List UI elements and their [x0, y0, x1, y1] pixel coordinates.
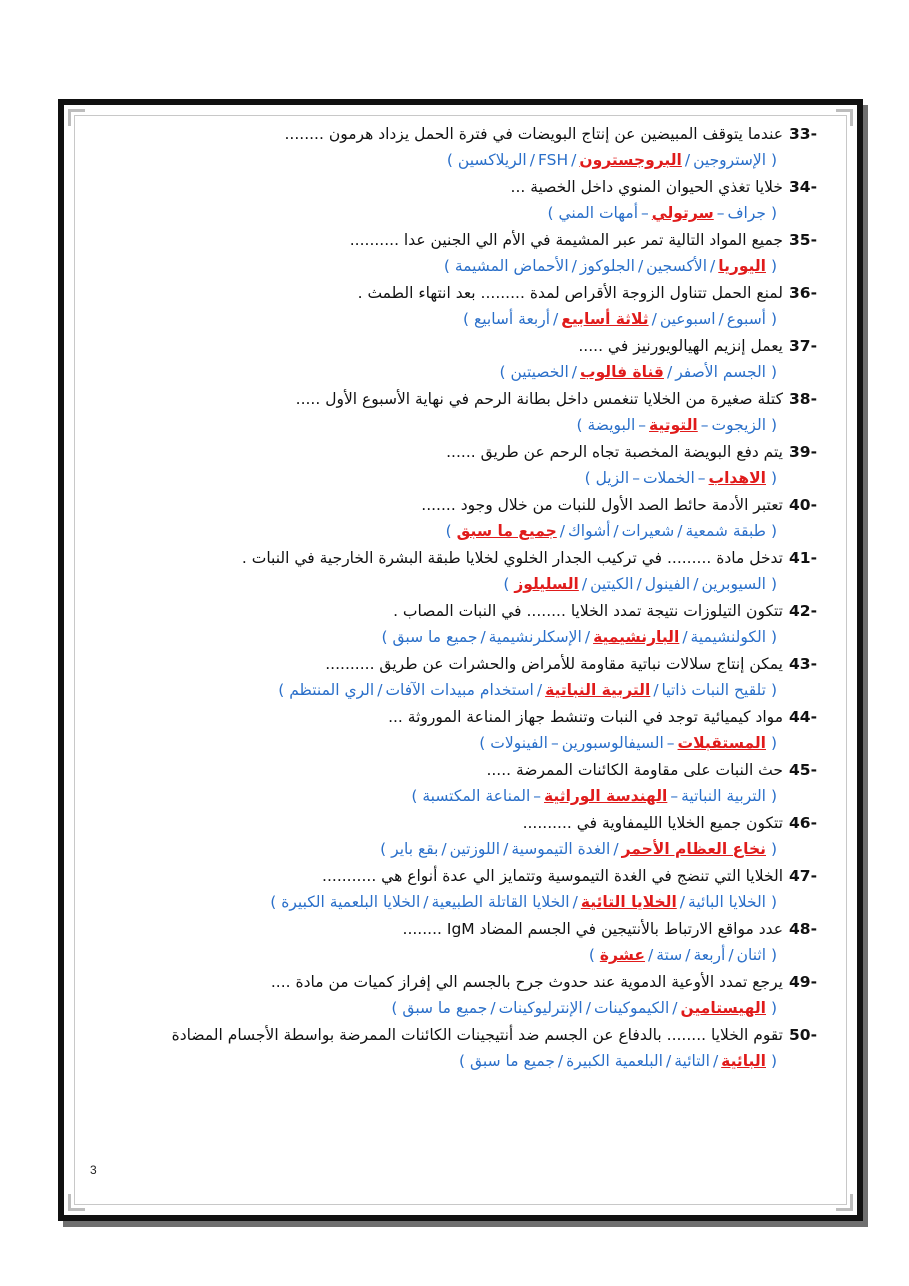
question-stem-line: [104, 492, 817, 518]
answer-option: الخلايا البلعمية الكبيرة: [281, 893, 421, 911]
page-number: 3: [90, 1163, 97, 1177]
option-separator: /: [672, 999, 678, 1017]
option-separator: /: [684, 151, 691, 169]
question-stem: عدد مواقع الارتباط بالأنتيجين في الجسم المضاد IgM ........: [402, 920, 783, 938]
open-paren: (: [770, 575, 777, 593]
question-stem: تتكون جميع الخلايا الليمفاوية في ..........: [522, 814, 783, 832]
option-separator: –: [700, 416, 709, 434]
question-stem-line: [104, 121, 817, 147]
option-separator: /: [718, 310, 724, 328]
close-paren: ): [278, 681, 285, 699]
open-paren: (: [770, 416, 777, 434]
close-paren: ): [443, 257, 450, 275]
question-item: [104, 1022, 817, 1075]
option-separator: /: [712, 1052, 719, 1070]
answer-options-line: [104, 465, 817, 492]
open-paren: (: [770, 787, 777, 805]
option-separator: /: [572, 893, 578, 911]
answer-option: اللوزتين: [449, 840, 501, 858]
question-number: -44: [788, 708, 817, 726]
option-separator: /: [613, 840, 619, 858]
question-stem: جميع المواد التالية تمر عبر المشيمة في الأم الي الجنين عدا ..........: [349, 231, 783, 249]
option-separator: –: [638, 416, 647, 434]
open-paren: (: [770, 840, 777, 858]
answer-option: جميع ما سبق: [469, 1052, 555, 1070]
option-separator: /: [581, 575, 588, 593]
open-paren: (: [770, 310, 777, 328]
open-paren: (: [770, 946, 777, 964]
question-stem: الخلايا التي تنضج في الغدة التيموسية وتتمايز الي عدة أنواع هي ...........: [322, 867, 783, 885]
question-stem-line: [104, 863, 817, 889]
close-paren: ): [381, 628, 388, 646]
correct-answer-option: البارنشيمية: [593, 628, 680, 646]
question-stem: يمكن إنتاج سلالات نباتية مقاومة للأمراض والحشرات عن طريق ..........: [325, 655, 783, 673]
question-number: -49: [788, 973, 817, 991]
open-paren: (: [770, 893, 777, 911]
correct-answer-option: التوتية: [649, 416, 698, 434]
question-number: -39: [788, 443, 817, 461]
correct-answer-option: التربية النباتية: [545, 681, 651, 699]
correct-answer-option: السليلوز: [514, 575, 579, 593]
answer-option: المناعة المكتسبة: [422, 787, 531, 805]
question-stem: لمنع الحمل تتناول الزوجة الأقراص لمدة ......... بعد انتهاء الطمث .: [357, 284, 783, 302]
answer-option: أشواك: [568, 522, 611, 540]
answer-option: FSH: [537, 151, 569, 169]
close-paren: ): [576, 416, 583, 434]
question-item: [104, 810, 817, 863]
answer-option: استخدام مبيدات الآفات: [385, 681, 534, 699]
question-number: -48: [788, 920, 817, 938]
answer-option: الخلايا البائية: [688, 893, 766, 911]
question-number: -46: [788, 814, 817, 832]
question-number: -34: [788, 178, 817, 196]
question-stem-line: [104, 1022, 817, 1048]
answer-option: الفينول: [644, 575, 691, 593]
page-border: [58, 99, 863, 1221]
close-paren: ): [411, 787, 418, 805]
open-paren: (: [770, 151, 777, 169]
question-stem: يعمل إنزيم الهيالويورنيز في .....: [578, 337, 783, 355]
option-separator: /: [529, 151, 535, 169]
option-separator: /: [571, 363, 578, 381]
correct-answer-option: البروجسترون: [579, 151, 682, 169]
option-separator: /: [377, 681, 383, 699]
question-stem: تعتبر الأدمة حائط الصد الأول للنبات من خلال وجود .......: [421, 496, 783, 514]
question-number: -45: [788, 761, 817, 779]
question-stem: خلايا تغذي الحيوان المنوي داخل الخصية ...: [510, 178, 783, 196]
option-separator: /: [728, 946, 734, 964]
answer-option: أسبوع: [726, 310, 766, 328]
question-item: [104, 757, 817, 810]
answer-option: الري المنتظم: [289, 681, 375, 699]
question-stem: مواد كيميائية توجد في النبات وتنشط جهاز المناعة الموروثة ...: [388, 708, 783, 726]
answer-options-line: [104, 730, 817, 757]
open-paren: (: [770, 522, 777, 540]
answer-options-line: [104, 253, 817, 280]
question-number: -37: [788, 337, 817, 355]
question-stem: تتكون التيلوزات نتيجة تمدد الخلايا ........ في النبات المصاب .: [393, 602, 783, 620]
close-paren: ): [462, 310, 470, 328]
answer-option: الكيموكينات: [593, 999, 670, 1017]
answer-option: التربية النباتية: [681, 787, 766, 805]
answer-option: الزيجوت: [711, 416, 766, 434]
answer-option: الجلوكوز: [579, 257, 635, 275]
answer-option: الريلاكسين: [457, 151, 527, 169]
answer-option: الإنترليوكينات: [498, 999, 583, 1017]
option-separator: /: [679, 893, 686, 911]
answer-option: الإستروجين: [693, 151, 766, 169]
answer-option: الأكسجين: [646, 257, 708, 275]
answer-option: السيوبرين: [701, 575, 766, 593]
answer-option: جراف: [727, 204, 766, 222]
option-separator: /: [571, 257, 577, 275]
option-separator: –: [716, 204, 725, 222]
option-separator: –: [670, 787, 679, 805]
question-stem: يرجع تمدد الأوعية الدموية عند حدوث جرح بالجسم الي إفراز كميات من مادة ....: [270, 973, 783, 991]
question-stem: تدخل مادة ......... في تركيب الجدار الخلوي لخلايا طبقة البشرة الخارجية في النبات .: [241, 549, 783, 567]
question-stem: حث النبات على مقاومة الكائنات الممرضة .....: [486, 761, 783, 779]
answer-options-line: [104, 306, 817, 333]
answer-option: شعيرات: [621, 522, 675, 540]
answer-option: الكولنشيمية: [690, 628, 766, 646]
question-stem: يتم دفع البويضة المخصبة تجاه الرحم عن طريق ......: [446, 443, 783, 461]
answer-option: الزيل: [595, 469, 630, 487]
question-number: -43: [788, 655, 817, 673]
answer-option: جميع ما سبق: [402, 999, 488, 1017]
answer-options-line: [104, 677, 817, 704]
close-paren: ): [499, 363, 506, 381]
option-separator: /: [613, 522, 619, 540]
answer-option: ستة: [656, 946, 683, 964]
answer-option: تلقيح النبات ذاتيا: [661, 681, 766, 699]
option-separator: /: [710, 257, 716, 275]
answer-option: السيفالوسبورين: [561, 734, 664, 752]
question-number: -50: [788, 1026, 817, 1044]
option-separator: /: [677, 522, 683, 540]
corner-ornament: [836, 1194, 853, 1211]
question-stem-line: [104, 757, 817, 783]
option-separator: /: [584, 628, 591, 646]
question-stem-line: [104, 598, 817, 624]
answer-option: أربعة أسابيع: [473, 310, 551, 328]
question-stem-line: [104, 386, 817, 412]
correct-answer-option: الهيستامين: [680, 999, 766, 1017]
answer-option: جميع ما سبق: [392, 628, 478, 646]
question-number: -33: [788, 125, 817, 143]
question-number: -35: [788, 231, 817, 249]
question-item: [104, 174, 817, 227]
question-list: [104, 121, 817, 1075]
corner-ornament: [68, 109, 85, 126]
question-item: [104, 439, 817, 492]
correct-answer-option: الهندسة الوراثية: [544, 787, 668, 805]
question-item: [104, 333, 817, 386]
correct-answer-option: الاهداب: [708, 469, 766, 487]
option-separator: /: [653, 681, 659, 699]
close-paren: ): [458, 1052, 466, 1070]
question-stem-line: [104, 280, 817, 306]
question-item: [104, 651, 817, 704]
answer-options-line: [104, 200, 817, 227]
open-paren: (: [770, 1052, 777, 1070]
answer-option: اسبوعين: [659, 310, 716, 328]
option-separator: –: [641, 204, 649, 222]
option-separator: /: [536, 681, 543, 699]
answer-option: التائية: [674, 1052, 710, 1070]
close-paren: ): [547, 204, 554, 222]
option-separator: /: [490, 999, 496, 1017]
close-paren: ): [503, 575, 510, 593]
close-paren: ): [446, 151, 453, 169]
option-separator: –: [533, 787, 542, 805]
question-item: [104, 916, 817, 969]
question-stem: تقوم الخلايا ........ بالدفاع عن الجسم ضد أنتيجينات الكائنات الممرضة بواسطة الأجسام المضادة: [171, 1026, 783, 1044]
question-stem-line: [104, 969, 817, 995]
question-item: [104, 545, 817, 598]
question-item: [104, 280, 817, 333]
correct-answer-option: قناة فالوب: [580, 363, 664, 381]
answer-options-line: [104, 995, 817, 1022]
question-stem: كتلة صغيرة من الخلايا تنغمس داخل بطانة الرحم في نهاية الأسبوع الأول .....: [295, 390, 783, 408]
answer-option: الخصيتين: [510, 363, 569, 381]
correct-answer-option: سرتولي: [651, 204, 714, 222]
open-paren: (: [770, 363, 777, 381]
question-item: [104, 704, 817, 757]
question-stem-line: [104, 174, 817, 200]
answer-options-line: [104, 889, 817, 916]
question-item: [104, 969, 817, 1022]
answer-option: الخملات: [642, 469, 695, 487]
answer-option: الغدة التيموسية: [511, 840, 611, 858]
answer-option: الجسم الأصفر: [675, 363, 766, 381]
option-separator: /: [553, 310, 559, 328]
answer-option: البلعمية الكبيرة: [566, 1052, 663, 1070]
answer-option: الإسكلرنشيمية: [488, 628, 582, 646]
option-separator: /: [651, 310, 657, 328]
question-number: -36: [788, 284, 817, 302]
answer-options-line: [104, 624, 817, 651]
close-paren: ): [584, 469, 591, 487]
question-stem-line: [104, 916, 817, 942]
question-number: -41: [788, 549, 817, 567]
option-separator: /: [571, 151, 577, 169]
close-paren: ): [380, 840, 387, 858]
answer-options-line: [104, 571, 817, 598]
correct-answer-option: عشرة: [599, 946, 645, 964]
correct-answer-option: جميع ما سبق: [456, 522, 557, 540]
option-separator: /: [682, 628, 688, 646]
question-stem-line: [104, 810, 817, 836]
question-stem-line: [104, 545, 817, 571]
answer-options-line: [104, 412, 817, 439]
open-paren: (: [770, 204, 777, 222]
close-paren: ): [270, 893, 277, 911]
question-item: [104, 598, 817, 651]
question-stem-line: [104, 651, 817, 677]
question-item: [104, 121, 817, 174]
option-separator: –: [666, 734, 675, 752]
answer-options-line: [104, 518, 817, 545]
option-separator: /: [423, 893, 429, 911]
option-separator: /: [637, 257, 644, 275]
close-paren: ): [479, 734, 486, 752]
correct-answer-option: نخاع العظام الأحمر: [621, 840, 766, 858]
answer-options-line: [104, 359, 817, 386]
question-item: [104, 492, 817, 545]
question-stem-line: [104, 227, 817, 253]
answer-options-line: [104, 942, 817, 969]
correct-answer-option: المستقبلات: [677, 734, 766, 752]
open-paren: (: [770, 999, 777, 1017]
option-separator: –: [697, 469, 706, 487]
option-separator: /: [585, 999, 591, 1017]
answer-option: اثنان: [736, 946, 766, 964]
close-paren: ): [391, 999, 398, 1017]
answer-option: البويضة: [587, 416, 636, 434]
answer-option: الفينولات: [490, 734, 548, 752]
answer-options-line: [104, 783, 817, 810]
answer-options-line: [104, 836, 817, 863]
option-separator: /: [666, 363, 673, 381]
option-separator: /: [693, 575, 699, 593]
answer-option: أربعة: [693, 946, 726, 964]
open-paren: (: [770, 681, 777, 699]
option-separator: –: [550, 734, 559, 752]
option-separator: /: [480, 628, 486, 646]
answer-options-line: [104, 147, 817, 174]
question-stem-line: [104, 704, 817, 730]
question-item: [104, 227, 817, 280]
question-stem: عندما يتوقف المبيضين عن إنتاج البويضات في فترة الحمل يزداد هرمون ........: [284, 125, 783, 143]
open-paren: (: [770, 257, 777, 275]
answer-option: الخلايا القاتلة الطبيعية: [431, 893, 570, 911]
question-number: -42: [788, 602, 817, 620]
correct-answer-option: الخلايا التائية: [580, 893, 677, 911]
correct-answer-option: البائية: [721, 1052, 766, 1070]
answer-option: الكيتين: [590, 575, 634, 593]
answer-option: الأحماض المشيمة: [454, 257, 569, 275]
option-separator: /: [665, 1052, 672, 1070]
answer-option: طبقة شمعية: [685, 522, 766, 540]
option-separator: /: [441, 840, 447, 858]
question-item: [104, 386, 817, 439]
question-number: -40: [788, 496, 817, 514]
corner-ornament: [68, 1194, 85, 1211]
question-number: -38: [788, 390, 817, 408]
question-item: [104, 863, 817, 916]
answer-option: أمهات المني: [558, 204, 639, 222]
open-paren: (: [770, 469, 777, 487]
close-paren: ): [445, 522, 452, 540]
correct-answer-option: اليوريا: [718, 257, 766, 275]
option-separator: /: [557, 1052, 564, 1070]
question-number: -47: [788, 867, 817, 885]
open-paren: (: [770, 628, 777, 646]
open-paren: (: [770, 734, 777, 752]
answer-options-line: [104, 1048, 817, 1075]
correct-answer-option: ثلاثة أسابيع: [561, 310, 649, 328]
option-separator: /: [648, 946, 654, 964]
option-separator: –: [632, 469, 640, 487]
option-separator: /: [503, 840, 509, 858]
option-separator: /: [559, 522, 566, 540]
question-stem-line: [104, 333, 817, 359]
answer-option: بقع باير: [391, 840, 439, 858]
option-separator: /: [685, 946, 691, 964]
question-stem-line: [104, 439, 817, 465]
option-separator: /: [636, 575, 642, 593]
corner-ornament: [836, 109, 853, 126]
close-paren: ): [588, 946, 595, 964]
